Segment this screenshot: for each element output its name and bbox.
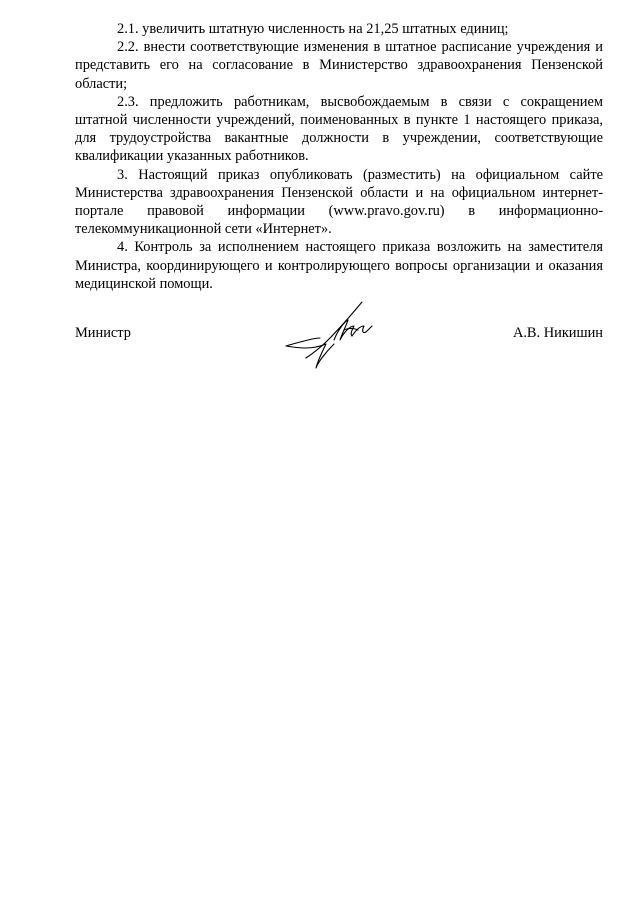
paragraph-2-1: 2.1. увеличить штатную численность на 21,25 штатных единиц; xyxy=(117,21,509,37)
paragraph-3: 3. Настоящий приказ опубликовать (разместить) на официальном сайте Министерства здравоохранения Пензенской области и на официальном интернет-портале правовой информации (www.pravo.gov.ru) в информационно-телекоммуникационной сети «Интернет». xyxy=(75,166,603,238)
paragraph-2-2: 2.2. внести соответствующие изменения в штатное расписание учреждения и представить его на согласование в Министерство здравоохранения Пензенской области; xyxy=(75,39,603,92)
paragraph-4: 4. Контроль за исполнением настоящего приказа возложить на заместителя Министра, координирующего и контролирующего вопросы организации и оказания медицинской помощи. xyxy=(75,239,603,292)
paragraph-2-3: 2.3. предложить работникам, высвобождаемым в связи с сокращением штатной численности учреждений, поименованных в пункте 1 настоящего приказа, для трудоустройства вакантные должности в учреждении, соответствующие квалификации указанных работников. xyxy=(75,93,603,165)
document-body xyxy=(75,20,603,293)
signatory-name: А.В. Никишин xyxy=(512,325,603,341)
handwritten-signature xyxy=(282,300,378,380)
signatory-title: Министр xyxy=(75,325,131,341)
